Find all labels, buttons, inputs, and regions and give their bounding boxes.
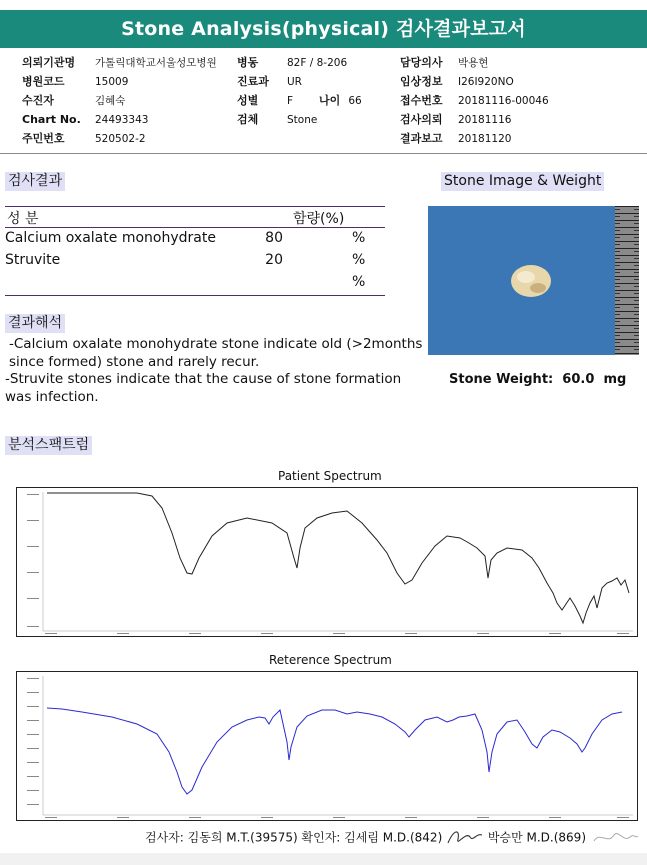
info-value: 15009 [95, 76, 129, 88]
info-label: 의뢰기관명 [22, 56, 76, 69]
composition-table-header [5, 206, 385, 228]
info-label: 검체 [237, 113, 259, 126]
component-name: Struvite [5, 252, 61, 268]
info-value: 김혜숙 [95, 95, 126, 107]
column-amount: 함량(%) [293, 211, 345, 227]
stone-header: Stone Image & Weight [441, 172, 604, 191]
info-value: 82F / 8-206 [287, 57, 348, 69]
signature-icon [590, 827, 640, 849]
interpretation-line: -Struvite stones indicate that the cause of stone formation was infection. [5, 371, 402, 405]
reference-spectrum-chart [16, 671, 638, 821]
info-label: 병동 [237, 56, 259, 69]
info-label: 진료과 [237, 75, 269, 88]
info-value: I26I920NO [458, 76, 514, 88]
info-divider [0, 153, 647, 154]
info-value: 20181116-00046 [458, 95, 549, 107]
age-value: 66 [348, 95, 362, 107]
info-label: Chart No. [22, 113, 81, 126]
info-value: 20181120 [458, 133, 512, 145]
doctor-name: 박승만 M.D.(869) [487, 830, 587, 845]
interpretation-text [5, 336, 425, 406]
info-label: 검사의뢰 [400, 113, 443, 126]
info-label: 결과보고 [400, 132, 443, 145]
info-label: 주민번호 [22, 132, 65, 145]
info-label: 담당의사 [400, 56, 443, 69]
bottom-strip [0, 853, 647, 865]
patient-info-left [22, 53, 217, 148]
interpretation-line: -Calcium oxalate monohydrate stone indicate old (>2months since formed) stone and rarely recur. [9, 336, 423, 370]
table-row [5, 250, 385, 272]
report-title: Stone Analysis(physical) 검사결과보고서 [0, 10, 647, 48]
info-value: 가톨릭대학교서울성모병원 [95, 57, 217, 69]
component-value: 20 [265, 252, 283, 268]
info-value: 520502-2 [95, 133, 146, 145]
info-label: 병원코드 [22, 75, 65, 88]
examiner-label: 검사자: [145, 830, 184, 845]
info-value: Stone [287, 114, 318, 126]
info-label: 수진자 [22, 94, 54, 107]
info-value: F [287, 95, 294, 107]
info-label: 임상정보 [400, 75, 443, 88]
age-label: 나이 [319, 94, 341, 107]
examiner-name: 김동희 M.T.(39575) [187, 830, 298, 845]
spectrum-header: 분석스팩트럼 [5, 436, 92, 455]
stone-image [428, 206, 639, 355]
stone-weight [449, 372, 626, 387]
stone-weight-value: 60.0 [562, 372, 595, 387]
stone-weight-unit: mg [603, 372, 627, 387]
table-row [5, 228, 385, 250]
patient-spectrum-chart [16, 487, 638, 637]
signature-icon [446, 827, 484, 849]
patient-spectrum-title: Patient Spectrum [278, 469, 382, 483]
info-value: 20181116 [458, 114, 512, 126]
info-value: 박용현 [458, 57, 489, 69]
table-row [5, 272, 385, 294]
confirmer-name: 김세림 M.D.(842) [344, 830, 443, 845]
component-name: Calcium oxalate monohydrate [5, 230, 216, 246]
info-value: UR [287, 76, 302, 88]
report-footer [145, 827, 640, 849]
patient-info-right [400, 53, 549, 148]
info-label: 접수번호 [400, 94, 443, 107]
component-unit: % [352, 274, 366, 290]
stone-weight-label: Stone Weight: [449, 372, 554, 387]
component-value: 80 [265, 230, 283, 246]
patient-info-middle [237, 53, 362, 129]
component-unit: % [352, 252, 366, 268]
table-bottom-rule [5, 295, 385, 296]
component-unit: % [352, 230, 366, 246]
info-value: 24493343 [95, 114, 149, 126]
reference-spectrum-title: Reterence Spectrum [269, 653, 392, 667]
info-label: 성별 [237, 94, 259, 107]
column-component: 성 분 [7, 211, 39, 227]
interpretation-header: 결과해석 [5, 314, 65, 333]
confirmer-label: 확인자: [301, 830, 341, 845]
results-header: 검사결과 [5, 172, 65, 191]
